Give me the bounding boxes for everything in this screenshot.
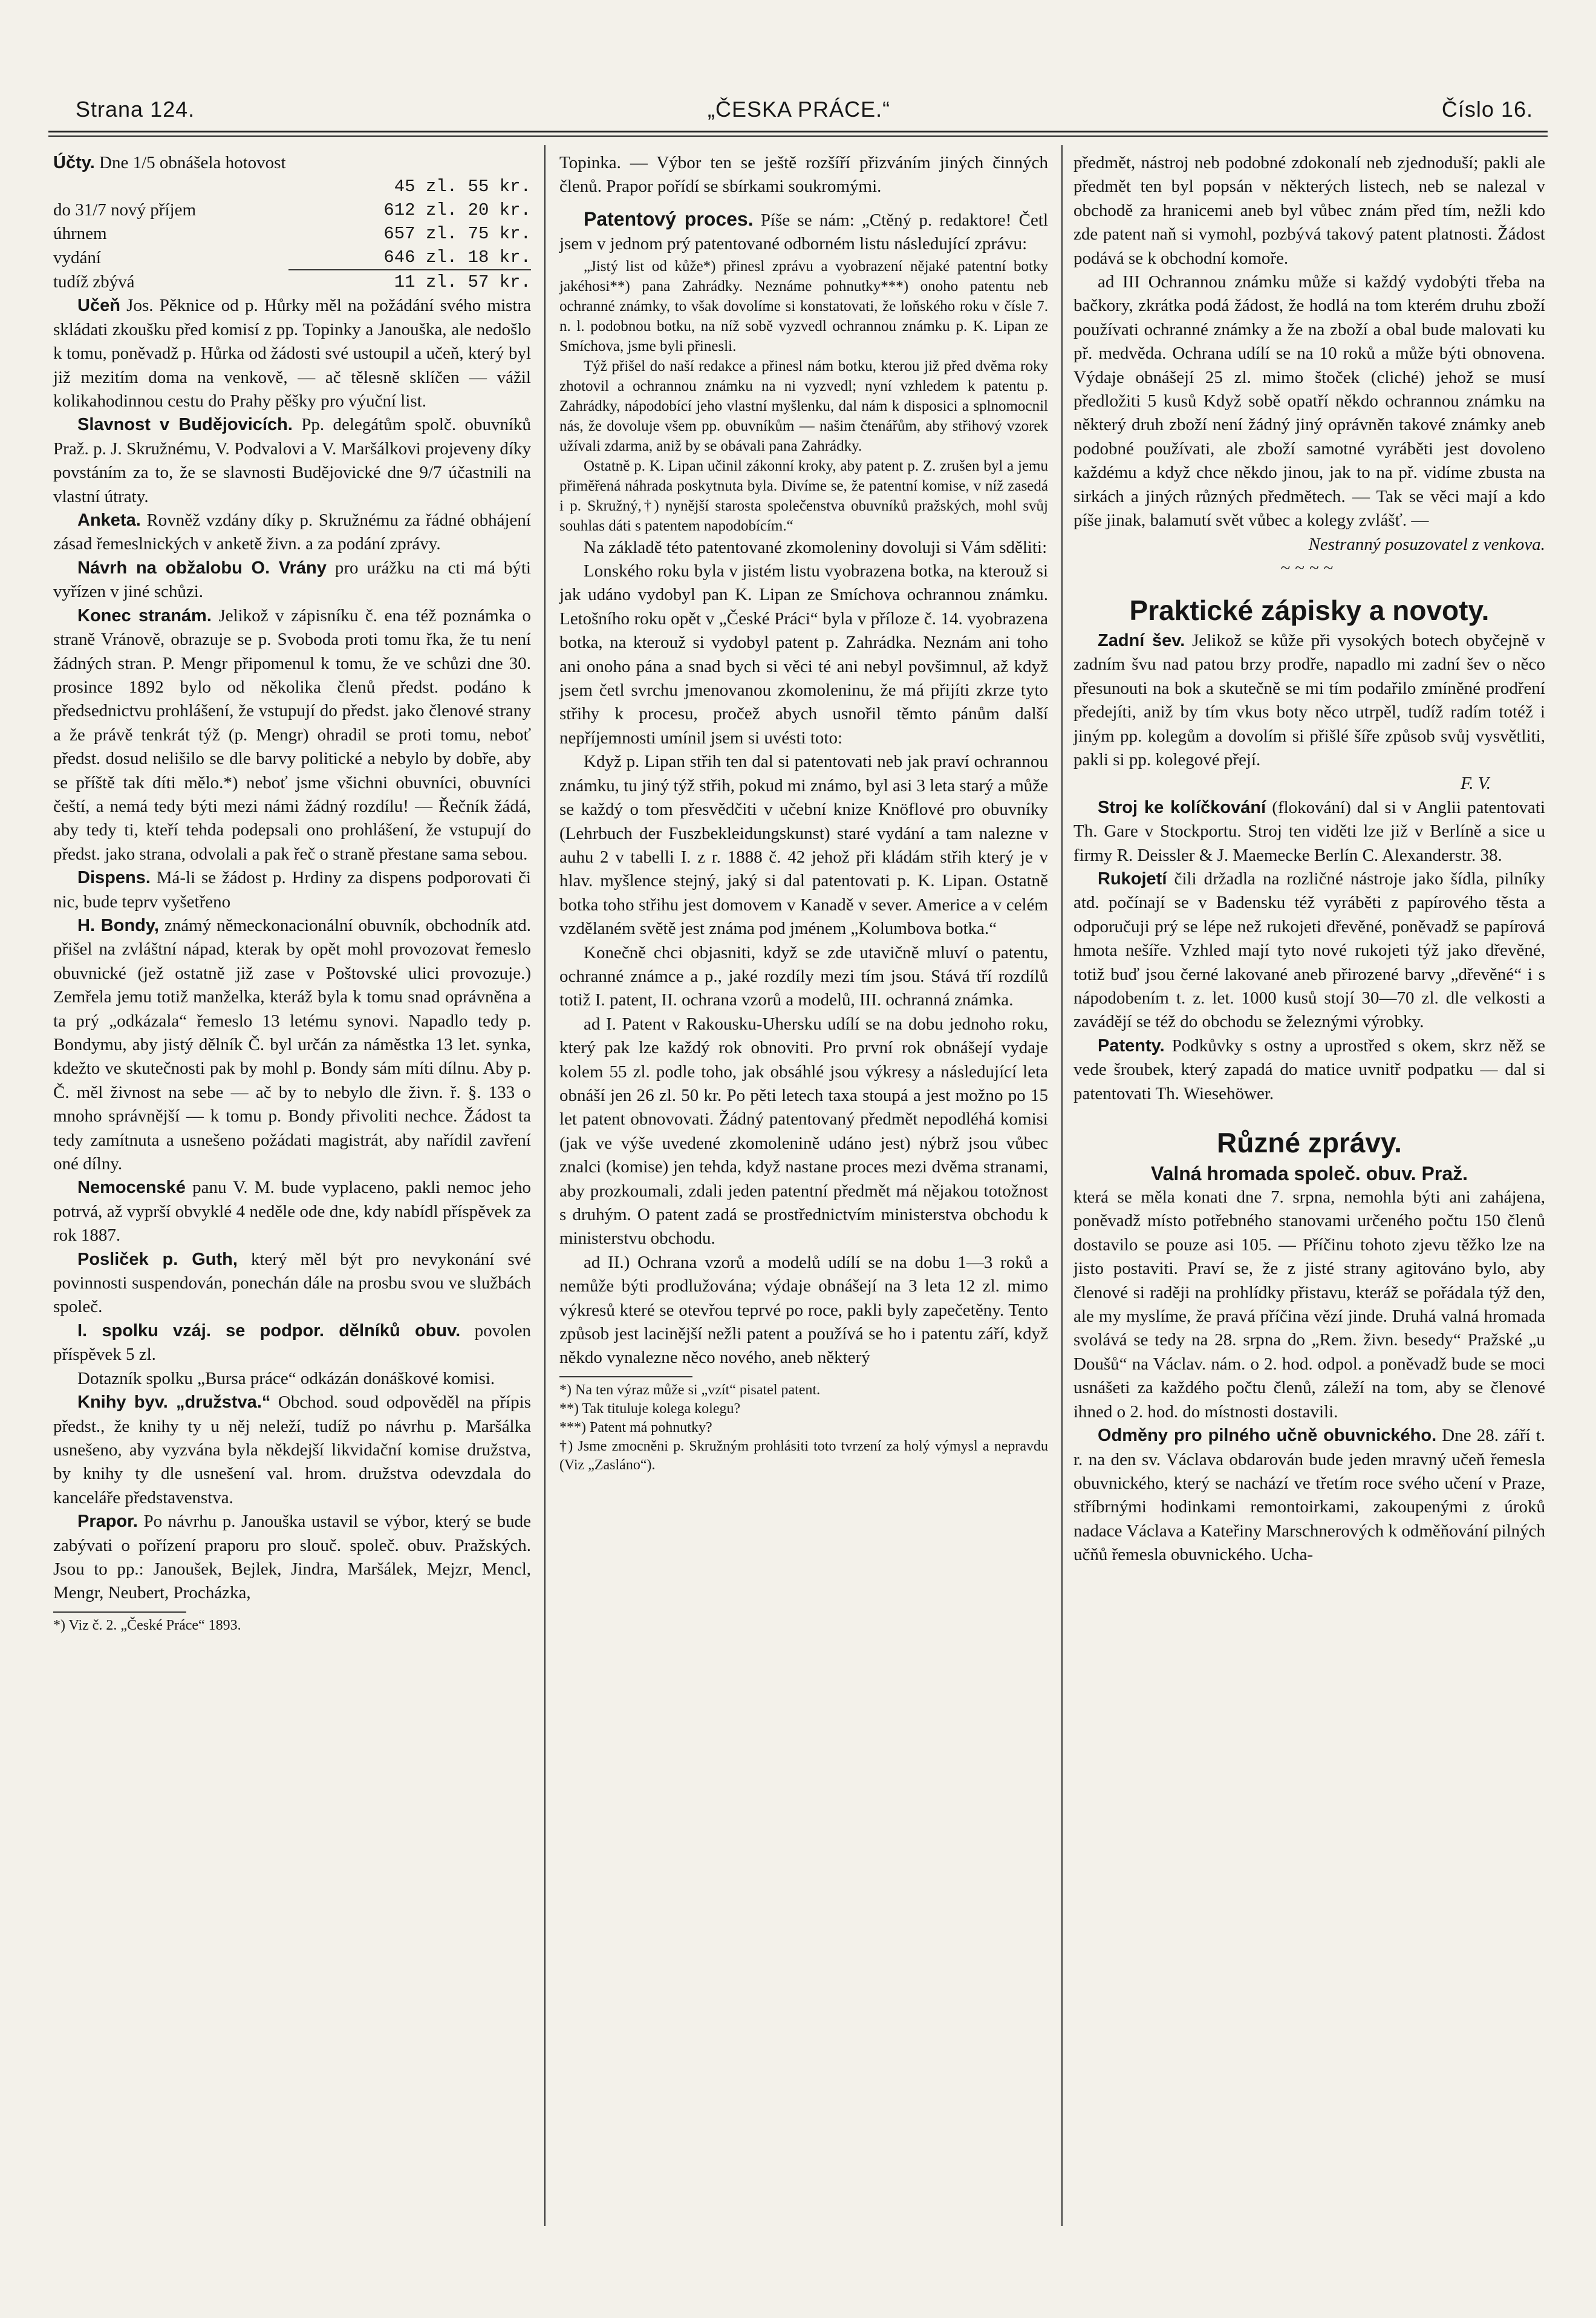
- account-label: [53, 175, 288, 198]
- patent-para-6: ad II.) Ochrana vzorů a modelů udílí se na dobu 1—3 roků a nemůže býti prodlužována; výdaje obnášejí na 3 leta 12 zl. mimo výkresů které se otevřou teprvé po roce, pakli byly zapečetěny. Tento způsob jest lacinější nežli patent a používá se ho i patentu září, když někdo vynalezne něco nového, aneb některý: [559, 1252, 1048, 1368]
- dispens-text: Má-li se žádost p. Hrdiny za dispens podporovati či nic, bude teprv vyšetřeno: [53, 868, 531, 912]
- valna-text: která se měla konati dne 7. srpna, nemohla býti ani zahájena, poněvadž místo potřebného stanovami určeného počtu 150 členů dostavilo se pouze asi 105. — Příčinu tohoto zjevu těžko lze na jisto postaviti. Praví se, že z jisté strany agitováno bylo, aby členové si raději na prohlídky přistavu, kteráž se pořádala týž den, ale my myslíme, že pravá příčina vězí jinde. Druhá valná hromada svolává se tedy na 28. srpna do „Rem. živn. besedy“ Pražské „u Doušů“ na Václav. nám. o 2. hod. odpol. a poněvadž bude se moci usnášeti za každého počtu členů, záleží na tom, aby se členové ihned o 2. hod. do místnosti dostavili.: [1073, 1187, 1545, 1422]
- column-divider: [544, 145, 546, 2226]
- table-row: [53, 246, 531, 270]
- stroj-para: [1073, 796, 1545, 867]
- nemocenske-text: panu V. M. bude vyplaceno, pakli nemoc jeho potrvá, až vyprší obvyklé 4 neděle ode dne, kdy nabídl příspěvek za rok 1887.: [53, 1178, 531, 1246]
- ucen-para: [53, 294, 531, 413]
- patent-para-1: Na základě této patentované zkomoleniny dovoluji si Vám sděliti:: [584, 537, 1047, 557]
- account-value: 45 zl. 55 kr.: [394, 177, 531, 197]
- bondy-title: H. Bondy,: [77, 915, 159, 935]
- ucty-para: [53, 151, 531, 175]
- patent-intro-para: [559, 207, 1048, 256]
- dispens-para: [53, 866, 531, 914]
- valna-title: Valná hromada společ. obuv. Praž.: [1150, 1163, 1468, 1185]
- rukojeti-para: [1073, 867, 1545, 1034]
- account-label: do 31/7 nový příjem: [53, 200, 197, 220]
- dotaznik-para: Dotazník spolku „Bursa práce“ odkázán donáškové komisi.: [77, 1368, 495, 1388]
- navrh-title: Návrh na obžalobu O. Vrány: [77, 558, 327, 578]
- footnote: ***) Patent má pohnutky?: [559, 1419, 712, 1435]
- spolku-text: povolen příspěvek 5 zl.: [53, 1321, 532, 1365]
- account-value: 612 zl. 20 kr.: [383, 200, 531, 221]
- konec-para: [53, 604, 531, 866]
- patent-para-4: Konečně chci objasniti, když se zde utavičně mluví o patentu, ochranné známce a p., jaké rozdíly mezi tím jsou. Stává tří rozdílů totiž I. patent, II. ochrana vzorů a modelů, III. ochranná známka.: [559, 942, 1048, 1010]
- slavnost-title: Slavnost v Budějovicích.: [77, 415, 293, 435]
- navrh-text: pro urážku na cti má býti vyřízen v jiné schůzi.: [53, 558, 531, 602]
- footnote: †) Jsme zmocněni p. Skružným prohlásiti toto tvrzení za holý výmysl a nepravdu (Viz „Zasláno“).: [559, 1438, 1048, 1473]
- footnote: *) Viz č. 2. „České Práce“ 1893.: [53, 1617, 241, 1633]
- navrh-para: [53, 557, 531, 604]
- page-number: Strana 124.: [76, 97, 195, 122]
- masthead: „ČESKA PRÁCE.“: [708, 97, 891, 122]
- column-3: [1073, 151, 1545, 1567]
- poslicek-text: který měl být pro nevykonání své povinnosti suspendován, ponechán dále na prosbu svou ve službách společ.: [53, 1249, 531, 1317]
- patent-para-2: Lonského roku byla v jistém listu vyobrazena botka, na kterouž si jak udáno vydobyl pan K. Lipan ze Smíchova ochrannou známku. Letošního roku opět v „České Práci“ byla v příloze č. 14. vyobrazena botka, na kterouž si vydobyl patent p. Zahrádka. Neznám ani toho ani onoho pána a snad bych si věci té ani nebyl povšimnul, až když jsem četl svrchu jmenovanou zkomoleninu, že má přijíti zkrze tyto střihy k procesu, pročež abych usnořil těmto pánům další nepříjemnosti umínil jsem si uvésti toto:: [559, 561, 1048, 748]
- footnote: **) Tak tituluje kolega kolegu?: [559, 1400, 741, 1417]
- patent-quote-3: Ostatně p. K. Lipan učinil zákonní kroky, aby patent p. Z. zrušen byl a jemu přiměřená náhrada poskytnuta byla. Divíme se, že patentní komise, v níž zasedá i p. Skružný,†) nynější starosta společenstva obuvníků pražských, mohl svůj souhlas dáti s patentem napodobícím.“: [559, 457, 1048, 534]
- table-row: [53, 175, 531, 198]
- ucen-text: Jos. Pěknice od p. Hůrky měl na požádání svého mistra skládati zkoušku před komisí z pp. Topinky a Janouška, ale nedošlo k tomu, poněvadž p. Hůrka od žádosti své ustoupil a učeň, který byl již mezitím doma na venkově, — ač tělesně sklíčen — vážil kolikahodinnou cestu do Prahy pěšky pro výuční list.: [53, 296, 531, 411]
- odmeny-title: Odměny pro pilného učně obuvnického.: [1098, 1426, 1437, 1446]
- account-label: vydání: [53, 247, 101, 267]
- footnote-rule: [559, 1376, 692, 1377]
- poslicek-title: Posliček p. Guth,: [77, 1249, 238, 1269]
- patent-para-3: Když p. Lipan střih ten dal si patentovati neb jak praví ochrannou známku, tu jiný týž střih, pokud mi známo, byl asi 3 leta starý a může se každý o tom přesvědčiti v učební knize Knöflové pro obuvníky (Lehrbuch der Fuszbekleidungskunst) staré vydání a tam nalezne v auhu 2 v tabelli I. z r. 1888 č. 42 jehož při kládám střih který je v hlav. myšlence stejný, jaký si dal patentovati p. K. Lipan. Ostatně botka toho střihu jest domovem v Kanadě v sever. Americe a v celém vzdělaném světě jest známa pod jménem „Kolumbova botka.“: [559, 752, 1048, 939]
- patent-para-5: ad I. Patent v Rakousku-Uhersku udílí se na dobu jednoho roku, který pak lze každý rok obnoviti. Pro první rok obnášejí vydaje kolem 55 zl. podle toho, jak obsáhlé jsou výkresy a následující leta obnáší jen 26 zl. 50 kr. Po pěti letech taxa stoupá a jest možno po 15 let patent obnovovati. Žádný patentovaný předmět nepodléhá komisi (jak ve výše uvedené zkomolenině udáno jest) nýbrž jsou vůbec znalci (komise) jen tehda, když nastane proces mezi dvěma stranami, aby prozkoumali, zdali jeden patentní předmět má nějakou totožnost s druhým. O patent zadá se prostřednictvím ministerstva obchodu k ministerstvu obchodu.: [559, 1014, 1048, 1249]
- footnote-rule: [53, 1611, 186, 1613]
- patent-intro: Píše se nám: „Ctěný p. redaktore! Četl jsem v jednom prý patentované odborném listu následující zprávu:: [559, 210, 1048, 254]
- slavnost-para: [53, 413, 531, 509]
- ucen-title: Učeň: [77, 296, 120, 316]
- continued-para-2: ad III Ochrannou známku může si každý vydobýti třeba na bačkory, zkrátka podá žádost, že hodlá na tom kterém druhu zboží používati ochranné známky a že na zboží a obal bude malovati ku př. medvěda. Ochrana udílí se na 10 roků a může býti obnovena. Výdaje obnášejí 25 zl. mimo štoček (cliché) jehož se musí předložiti 5 kusů Když sobě opatří někdo ochrannou známku na některý druh zboží není žádný jiný oprávněn takové známky aneb podobné používati, ale zboží samotné vyráběti jest dovoleno každému a když chce někdo jinou, jak to na př. vidíme zbusta na sirkách a jiných různých předmětech. — Tak se věci mají a kdo píše jinak, balamutí svět vůbec a kolegy zvlášť. —: [1073, 272, 1545, 531]
- slavnost-text: Pp. delegátům spolč. obuvníků Praž. p. J. Skružnému, V. Podvalovi a V. Maršálkovi projeveny díky povstáním za to, že se slavnosti Budějovické dne 9/7 účastnili na vlastní útraty.: [53, 415, 531, 506]
- column-2: [559, 151, 1048, 1475]
- account-value: 657 zl. 75 kr.: [383, 224, 531, 244]
- zadni-title: Zadní šev.: [1098, 630, 1185, 650]
- spolku-para: [53, 1319, 531, 1367]
- table-row: [53, 198, 531, 222]
- konec-title: Konec stranám.: [77, 606, 212, 625]
- ucty-title: Účty.: [53, 153, 95, 172]
- zadni-para: [1073, 629, 1545, 772]
- konec-text: Jelikož v zápisníku č. ena též poznámka o straně Vránově, obrazuje se p. Svoboda proti tomu řka, že tu není žádných stran. P. Mengr připomenul k tomu, že ve schůzi dne 30. prosince 1892 bylo od několika členů předst. podáno k předsednictvu prohlášení, že vstupují do předst. jako členové strany a že právě tenkrát týž (p. Mengr) ohradil se proti tomu, neboť předst. dosud nelišilo se dle barvy politické a nebylo by dobře, aby se příště tak díti mělo.*) neboť jsme všichni obuvníci, obuvníci čeští, a nemá tedy býti mezi námi žádný rozdílu! — Řečník žádá, aby tedy ti, kteří tehda podepsali ono prohlášení, že vstupují do předst. jako strana, odvolali a pak řeč o straně přestane sama sebou.: [53, 606, 532, 864]
- section-heading: Praktické zápisky a novoty.: [1129, 594, 1490, 626]
- stroj-text: (flokování) dal si v Anglii patentovati Th. Gare v Stockportu. Stroj ten viděti lze již v Berlíně a sice u firmy R. Deissler & J. Maemecke Berlín C. Alexanderstr. 38.: [1073, 797, 1546, 865]
- patenty-text: Podkůvky s ostny a uprostřed s okem, skrz něž se vede šroubek, který zapadá do matice uvnitř podpatku — dal si patentovati Th. Wiesehöwer.: [1073, 1036, 1545, 1103]
- poslicek-para: [53, 1248, 531, 1319]
- knihy-title: Knihy byv. „družstva.“: [77, 1392, 271, 1412]
- dispens-title: Dispens.: [77, 868, 151, 888]
- zadni-text: Jelikož se kůže při vysokých botech obyčejně v zadním švu nad patou brzy prodře, napadlo mi zadní šev o něco přesunouti na bok a skutečně se mi tím podařilo zmíněné prodření předejíti, aniž by tím vkus boty něco utrpěl, tudíž radím totéž i jiným pp. kolegům a dovolím si přišlé šíře způsob svůj vysvětliti, pakli si pp. kolegové přejí.: [1073, 630, 1545, 769]
- stroj-title: Stroj ke kolíčkování: [1098, 797, 1266, 817]
- topinka-para: Topinka. — Výbor ten se ještě rozšíří přizváním jiných činných členů. Prapor pořídí se sbírkami soukromými.: [559, 153, 1048, 197]
- odmeny-para: [1073, 1424, 1545, 1567]
- rukojeti-text: čili držadla na rozličné nástroje jako šídla, pilníky atd. počínají se v Badensku též vyráběti z papírového těsta a odporučuji prý se lépe než rukojeti dřevěné, poněvadž se papírová hmota nešíře. Vzhled mají tyto nové rukojeti týž jako dřevěné, totiž buď jsou černé lakované aneb přirozené barvy „dřevěné“ i s nápodobením t. z. let. 1000 kusů stojí 30—70 zl. dle velkosti a zavádějí se též do obchodu se železnými výrobky.: [1073, 869, 1546, 1032]
- bondy-para: [53, 914, 531, 1176]
- header-rule: [48, 131, 1548, 132]
- prapor-para: [53, 1510, 531, 1605]
- table-row: [53, 222, 531, 246]
- continued-para-1: předmět, nástroj neb podobné zdokonalí neb zjednoduší; pakli ale předmět ten byl popsán v některých listech, neb se nalezal v obchodě za hranicemi aneb byl vůbec znám před tím, nežli kdo zde patent naň si vymohl, pozbývá takový patent platnosti. Žádost podává se k obchodní komoře.: [1073, 153, 1545, 268]
- knihy-para: [53, 1391, 531, 1510]
- signature: Nestranný posuzovatel z venkova.: [1308, 534, 1545, 554]
- account-value: 646 zl. 18 kr.: [383, 247, 531, 268]
- bondy-text: známý německonacionální obuvník, obchodník atd. přišel na zvláštní nápad, kterak by opět mohl provozovat řemeslo obuvnické (jež ostatně již zase v Poštovské ulici provozuje.) Zemřela jemu totiž manželka, kteráž byla k tomu snad oprávněna a ta prý „odkázala“ řemeslo 13 letému synovi. Napadlo tedy p. Bondymu, aby jistý dělník Č. byl určán za náměstka 13 let. synka, kdežto ve skutečnosti pak by mohl p. Bondy sám míti dílnu. Aby p. Č. měl živnost na sebe — ač by to nebylo dle živn. ř. §. 133 o mnoho správnější — k tomu p. Bondy přivoliti nechce. Žádost ta tedy zamítnuta a usnešeno požádati magistrát, aby nařídil zavření oné dílny.: [53, 915, 531, 1174]
- footnote: *) Na ten výraz může si „vzít“ pisatel patent.: [559, 1382, 821, 1398]
- ucty-text: Dne 1/5 obnášela hotovost: [99, 153, 286, 172]
- nemocenske-para: [53, 1176, 531, 1247]
- signature: F. V.: [1461, 774, 1491, 794]
- odmeny-text: Dne 28. září t. r. na den sv. Václava obdarován bude jeden mravný učeň řemesla obuvnického, který se nachází ve třetím roce svého učení v Praze, stříbrnými hodinkami remontoirkami, zakoupenými z úroků nadace Václava a Kateřiny Marschnerových k odměňování pilných učňů řemesla obuvnického. Ucha-: [1073, 1426, 1545, 1565]
- account-value: 11 zl. 57 kr.: [288, 270, 531, 294]
- prapor-title: Prapor.: [77, 1512, 138, 1532]
- account-label: tudíž zbývá: [53, 272, 135, 292]
- nemocenske-title: Nemocenské: [77, 1178, 186, 1198]
- column-divider: [1061, 145, 1063, 2226]
- page-header: [70, 97, 1539, 133]
- account-label: úhrnem: [53, 224, 107, 244]
- section-heading: Různé zprávy.: [1217, 1127, 1402, 1159]
- header-rule-thin: [48, 135, 1548, 137]
- patent-title: Patentový proces.: [584, 207, 754, 230]
- spolku-title: I. spolku vzáj. se podpor. dělníků obuv.: [77, 1321, 461, 1340]
- ornament: ~~~~: [1280, 558, 1338, 578]
- anketa-title: Anketa.: [77, 511, 141, 531]
- anketa-text: Rovněž vzdány díky p. Skružnému za řádné obhájení zásad řemeslnických v anketě živn. a za podání zprávy.: [53, 511, 531, 554]
- patenty-para: [1073, 1034, 1545, 1106]
- knihy-text: Obchod. soud odpověděl na přípis předst., že knihy ty u něj neleží, tudíž po návrhu p. Maršálka usnešeno, aby vyzvána byla někdejší likvidační komise družstva, by knihy ty dle usnešení val. hrom. družstva odevzdala do kanceláře představenstva.: [53, 1392, 531, 1507]
- prapor-text: Po návrhu p. Janouška ustavil se výbor, který se bude zabývati o pořízení praporu pro slouč. společ. obuv. Pražských. Jsou to pp.: Janoušek, Bejlek, Jindra, Maršálek, Mejzr, Mencl, Mengr, Neubert, Procházka,: [53, 1512, 532, 1603]
- anketa-para: [53, 509, 531, 557]
- column-1: [53, 151, 531, 1635]
- table-row: [53, 270, 531, 294]
- patenty-title: Patenty.: [1098, 1036, 1165, 1056]
- accounts-table: [53, 175, 531, 294]
- rukojeti-title: Rukojetí: [1098, 869, 1167, 889]
- patent-quote-1: „Jistý list od kůže*) přinesl zprávu a vyobrazení nějaké patentní botky jakéhosi**) pana Zahrádky. Neznáme pohnutky***) onoho patentu neb ochranné známky, to však dovolíme si konstatovati, že loňského roku v čísle 7. n. l. podobnou botku, na níž sobě vyzvedl ochrannou známku p. K. Lipan ze Smíchova, jsme byli přinesli.: [559, 258, 1048, 354]
- issue-number: Číslo 16.: [1441, 97, 1533, 122]
- patent-quote-2: Týž přišel do naší redakce a přinesl nám botku, kterou již před dvěma roky zhotovil a ochrannou známku na ni vyzvedl; nyní vzhledem k patentu p. Zahrádky, nápodobící jeho vlastní myšlenku, dal nám k disposici a splnomocnil nás, že dovoluje všem pp. obuvníkům — našim čtenářům, aby střihový vzorek užívali zdarma, aniž by se obávali pana Zahrádky.: [559, 357, 1048, 454]
